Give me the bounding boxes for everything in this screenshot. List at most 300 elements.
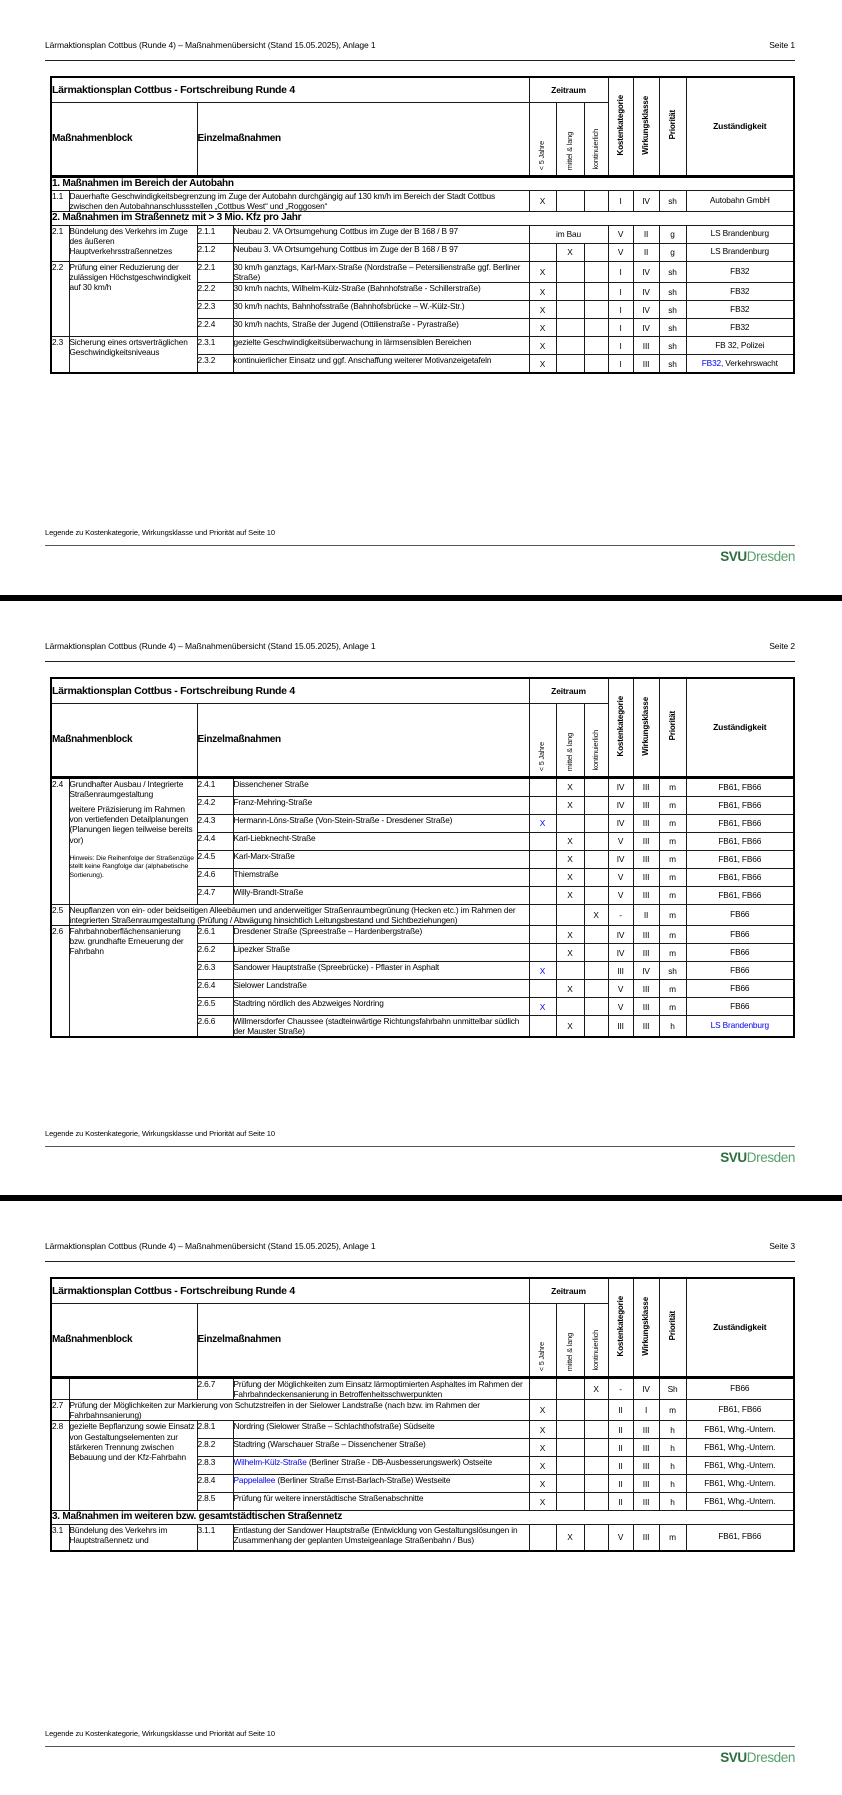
kosten-cell: II	[608, 1475, 633, 1493]
wirkung-cell: II	[633, 905, 659, 926]
table-container	[50, 677, 795, 1038]
kosten-cell: IV	[608, 851, 633, 869]
zeitraum-mark-cell: X	[584, 1378, 608, 1400]
header-rule	[45, 60, 795, 61]
logo-dresden: Dresden	[746, 549, 795, 564]
wirkung-cell: II	[633, 225, 659, 243]
prio-cell: h	[659, 1457, 686, 1475]
measure-text-cell	[69, 905, 529, 926]
wirkung-cell: III	[633, 851, 659, 869]
resp-column-header: Zuständigkeit	[686, 1278, 794, 1378]
block-no-cell: 2.7	[51, 1400, 69, 1421]
kosten-cell: III	[608, 962, 633, 980]
text-run: Entlastung der Sandower Hauptstraße (Entwicklung von Gestaltungslösungen in Zusammenhang der geplanten Umsteigeanlage Straßenbahn / Bus)	[233, 1524, 518, 1545]
zeitraum-mark-cell	[584, 778, 608, 797]
text-run: FB66	[730, 928, 750, 939]
wirkung-cell: III	[633, 1016, 659, 1038]
measure-text-cell	[233, 851, 529, 869]
prio-cell: h	[659, 1016, 686, 1038]
zeitraum-mark-cell	[529, 887, 556, 905]
measure-no-cell: 2.4.6	[197, 869, 233, 887]
rotated-label: kontinuierlich	[590, 730, 600, 771]
block-column-header: Maßnahmenblock	[51, 103, 197, 177]
logo-dresden: Dresden	[746, 1750, 795, 1765]
logo-svu: SVU	[720, 1750, 747, 1765]
block-text-cell	[69, 1524, 197, 1551]
page-1	[0, 0, 842, 595]
zeitraum-mark-cell: X	[529, 998, 556, 1016]
zeitraum-mark-cell	[556, 962, 584, 980]
doc-header-title: Lärmaktionsplan Cottbus (Runde 4) – Maßnahmenübersicht (Stand 15.05.2025), Anlage 1	[45, 641, 376, 651]
resp-cell	[686, 926, 794, 944]
text-run: Neupflanzen von ein- oder beidseitigen Alleebäumen und anderweitiger Straßenraumbegrünung (Hecken etc.) im Rahmen der integrierten Straßenraumgestaltung (Prüfung / Abwägung hinsichtlich Leitungsbestand und Sichtbeziehungen)	[69, 905, 516, 926]
wirkung-cell: III	[633, 926, 659, 944]
zeitraum-mark-cell	[584, 1400, 608, 1421]
wirkung-column-header	[633, 678, 659, 778]
resp-cell	[686, 319, 794, 337]
table-body	[51, 1378, 794, 1551]
text-run: Karl-Liebknecht-Straße	[233, 833, 316, 843]
zeitraum-mark-cell: X	[556, 1016, 584, 1038]
measure-text-cell	[233, 1439, 529, 1457]
rotated-label: mittel & lang	[564, 1332, 574, 1371]
kosten-cell: I	[608, 337, 633, 355]
text-run: FB61, Whg.-Untern.	[704, 1478, 776, 1489]
zeitraum-mark-cell	[584, 869, 608, 887]
page-header	[45, 40, 795, 50]
resp-cell	[686, 1493, 794, 1511]
zeitraum-mark-cell	[584, 1439, 608, 1457]
text-run: Prüfung der Möglichkeiten zum Einsatz lärmoptimierten Asphaltes im Rahmen der Fahrbahndeckensanierung in Betroffenheitsschwerpunkten	[233, 1379, 523, 1400]
measure-text-cell	[233, 869, 529, 887]
measure-text-cell	[233, 1378, 529, 1400]
text-link[interactable]: Wilhelm-Külz-Straße	[233, 1457, 307, 1468]
measure-text-cell	[233, 815, 529, 833]
rotated-label: Priorität	[667, 1311, 677, 1341]
resp-cell	[686, 833, 794, 851]
prio-cell: h	[659, 1493, 686, 1511]
measure-no-cell: 2.6.3	[197, 962, 233, 980]
zeitraum-mark-cell	[584, 1016, 608, 1038]
text-run: FB61, FB66	[718, 781, 762, 792]
table-head	[51, 77, 794, 177]
block-note: Hinweis: Die Reihenfolge der Straßenzüge stellt keine Rangfolge dar (alphabetische Sortierung).	[69, 854, 194, 879]
text-run: FB61, FB66	[718, 1404, 762, 1415]
text-run: Dauerhafte Geschwindigkeitsbegrenzung im Zuge der Autobahn durchgängig auf 130 km/h im Bereich der Stadt Cottbus zwischen den Autobahnanschlussstellen „Cottbus West“ und „Roggosen“	[69, 191, 496, 212]
measure-row	[51, 191, 794, 212]
wirkung-cell: IV	[633, 1378, 659, 1400]
zeitraum-mark-cell	[584, 283, 608, 301]
wirkung-cell: III	[633, 778, 659, 797]
resp-cell	[686, 1475, 794, 1493]
wirkung-cell: III	[633, 1493, 659, 1511]
zeitraum-header: Zeitraum	[529, 77, 608, 103]
zeitraum-mark-cell	[584, 337, 608, 355]
zeitraum-mark-cell	[529, 980, 556, 998]
zeitraum-sub-header	[556, 704, 584, 778]
prio-cell: m	[659, 833, 686, 851]
block-text-cell	[69, 926, 197, 1038]
zeitraum-mark-cell: X	[529, 191, 556, 212]
table-header-row	[51, 77, 794, 103]
text-run: 30 km/h ganztags, Karl-Marx-Straße (Nordstraße – Petersilienstraße ggf. Berliner Straße)	[233, 261, 521, 283]
zeitraum-mark-cell: X	[529, 815, 556, 833]
zeitraum-mark-cell	[584, 301, 608, 319]
kosten-column-header	[608, 678, 633, 778]
svu-dresden-logo	[720, 549, 795, 564]
zeitraum-mark-cell: X	[529, 1457, 556, 1475]
measure-text-cell	[233, 225, 529, 243]
kosten-cell: -	[608, 1378, 633, 1400]
wirkung-cell: IV	[633, 301, 659, 319]
zeitraum-mark-cell: X	[529, 1421, 556, 1439]
zeitraum-mark-cell	[529, 1016, 556, 1038]
zeitraum-mark-cell	[529, 797, 556, 815]
wirkung-cell: III	[633, 1524, 659, 1551]
zeitraum-mark-cell	[529, 243, 556, 261]
logo-dresden: Dresden	[746, 1150, 795, 1165]
page-number: Seite 3	[769, 1241, 795, 1251]
footer-rule	[45, 1746, 795, 1747]
rotated-label: kontinuierlich	[590, 1330, 600, 1371]
measure-no-cell: 2.8.1	[197, 1421, 233, 1439]
measure-text-cell	[233, 283, 529, 301]
measure-no-cell: 2.4.1	[197, 778, 233, 797]
prio-cell: sh	[659, 962, 686, 980]
section-header-row	[51, 212, 794, 225]
zeitraum-mark-cell	[529, 1378, 556, 1400]
zeitraum-sub-header	[529, 1304, 556, 1378]
text-link[interactable]: FB32,	[701, 357, 724, 368]
measure-text-cell	[233, 1421, 529, 1439]
block-text-cell	[69, 1378, 197, 1400]
zeitraum-mark-cell	[556, 1378, 584, 1400]
zeitraum-sub-header	[556, 103, 584, 177]
prio-cell: m	[659, 778, 686, 797]
measure-text-cell	[233, 980, 529, 998]
kosten-cell: II	[608, 1493, 633, 1511]
resp-cell	[686, 815, 794, 833]
text-run: 30 km/h nachts, Straße der Jugend (Ottilienstraße - Pyrastraße)	[233, 319, 459, 330]
legend-note: Legende zu Kostenkategorie, Wirkungsklasse und Priorität auf Seite 10	[45, 1729, 275, 1738]
kosten-cell: IV	[608, 778, 633, 797]
prio-cell: Sh	[659, 1378, 686, 1400]
zeitraum-mark-cell: X	[556, 851, 584, 869]
measure-row	[51, 1524, 794, 1551]
zeitraum-mark-cell	[584, 319, 608, 337]
measure-text-cell	[233, 337, 529, 355]
zeitraum-mark-cell	[529, 869, 556, 887]
block-no-cell: 2.2	[51, 261, 69, 336]
text-run: Autobahn GmbH	[709, 195, 770, 206]
zeitraum-mark-cell: X	[556, 980, 584, 998]
text-run: Thiemstraße	[233, 869, 279, 879]
rotated-label: kontinuierlich	[590, 129, 600, 170]
text-run: FB61, Whg.-Untern.	[704, 1442, 776, 1453]
zeitraum-mark-cell	[584, 887, 608, 905]
text-run: FB61, FB66	[718, 1531, 762, 1542]
wirkung-cell: III	[633, 1439, 659, 1457]
zeitraum-mark-cell	[556, 1439, 584, 1457]
zeitraum-mark-cell: X	[529, 1400, 556, 1421]
zeitraum-mark-cell	[556, 1400, 584, 1421]
prio-cell: sh	[659, 261, 686, 282]
zeitraum-mark-cell: X	[556, 797, 584, 815]
resp-cell	[686, 301, 794, 319]
measure-no-cell: 2.8.3	[197, 1457, 233, 1475]
block-paragraph: gezielte Bepflanzung sowie Einsatz von Gestaltungselementen zur stärkeren Trennung zwischen Bebauung und der Kfz-Fahrbahn	[69, 1421, 195, 1462]
svu-dresden-logo	[720, 1750, 795, 1765]
zeitraum-mark-cell	[556, 319, 584, 337]
kosten-cell: V	[608, 833, 633, 851]
resp-cell	[686, 337, 794, 355]
einzel-column-header: Einzelmaßnahmen	[197, 1304, 529, 1378]
measure-no-cell: 2.8.4	[197, 1475, 233, 1493]
measure-text-cell	[69, 1400, 529, 1421]
measure-no-cell: 2.1.1	[197, 225, 233, 243]
wirkung-cell: IV	[633, 319, 659, 337]
zeitraum-mark-cell	[584, 1524, 608, 1551]
measure-no-cell: 2.2.3	[197, 301, 233, 319]
zeitraum-mark-cell	[529, 833, 556, 851]
block-no-cell: 3.1	[51, 1524, 69, 1551]
zeitraum-mark-cell	[556, 301, 584, 319]
text-run: FB61, Whg.-Untern.	[704, 1460, 776, 1471]
zeitraum-sub-header	[529, 103, 556, 177]
prio-cell: h	[659, 1421, 686, 1439]
measure-text-cell	[233, 301, 529, 319]
zeitraum-header: Zeitraum	[529, 1278, 608, 1304]
zeitraum-mark-cell	[556, 1493, 584, 1511]
resp-cell	[686, 887, 794, 905]
zeitraum-mark-cell	[556, 815, 584, 833]
zeitraum-mark-cell	[584, 980, 608, 998]
measure-text-cell	[233, 833, 529, 851]
measure-text-cell	[233, 926, 529, 944]
text-run: Lipezker Straße	[233, 944, 290, 955]
text-link[interactable]: LS Brandenburg	[710, 1020, 769, 1031]
resp-cell	[686, 261, 794, 282]
measure-text-cell	[233, 998, 529, 1016]
zeitraum-mark-cell	[584, 944, 608, 962]
resp-cell	[686, 1421, 794, 1439]
text-run: Karl-Marx-Straße	[233, 851, 295, 861]
block-text-cell	[69, 1421, 197, 1511]
resp-cell	[686, 778, 794, 797]
resp-cell	[686, 980, 794, 998]
block-no-cell: 2.1	[51, 225, 69, 261]
text-run: Hermann-Löns-Straße (Von-Stein-Straße - Dresdener Straße)	[233, 815, 453, 825]
block-paragraph: Grundhafter Ausbau / Integrierte Straßenraumgestaltung	[69, 779, 184, 800]
zeitraum-sub-header	[584, 103, 608, 177]
kosten-cell: IV	[608, 944, 633, 962]
resp-column-header: Zuständigkeit	[686, 678, 794, 778]
block-no-cell: 2.6	[51, 926, 69, 1038]
measure-no-cell: 2.4.4	[197, 833, 233, 851]
zeitraum-mark-cell	[584, 1475, 608, 1493]
zeitraum-mark-cell	[584, 1457, 608, 1475]
page-2	[0, 601, 842, 1195]
measure-no-cell: 3.1.1	[197, 1524, 233, 1551]
resp-cell	[686, 243, 794, 261]
measure-row	[51, 261, 794, 282]
zeitraum-mark-cell	[584, 926, 608, 944]
text-run: Sielower Landstraße	[233, 980, 307, 991]
text-run: FB61, FB66	[718, 817, 762, 828]
text-run: FB66	[730, 946, 750, 957]
kosten-cell: I	[608, 301, 633, 319]
section-header-row	[51, 1511, 794, 1524]
measure-text-cell	[233, 261, 529, 282]
section-header-row	[51, 177, 794, 191]
block-no-cell: 1.1	[51, 191, 69, 212]
zeitraum-sub-header	[556, 1304, 584, 1378]
text-link[interactable]: Pappelallee	[233, 1475, 276, 1486]
resp-cell	[686, 355, 794, 374]
measure-no-cell: 2.3.2	[197, 355, 233, 374]
rotated-label: Priorität	[667, 711, 677, 741]
block-text-cell	[69, 225, 197, 261]
zeitraum-mark-cell: X	[556, 869, 584, 887]
prio-cell: sh	[659, 283, 686, 301]
text-run: (Berliner Straße - DB-Ausbesserungswerk) Ostseite	[306, 1457, 492, 1468]
doc-header-title: Lärmaktionsplan Cottbus (Runde 4) – Maßnahmenübersicht (Stand 15.05.2025), Anlage 1	[45, 40, 376, 50]
text-run: Verkehrswacht	[723, 357, 778, 368]
block-no-cell: 2.8	[51, 1421, 69, 1511]
prio-cell: sh	[659, 355, 686, 374]
resp-cell	[686, 905, 794, 926]
measure-no-cell: 2.4.2	[197, 797, 233, 815]
table-head	[51, 678, 794, 778]
text-run: LS Brandenburg	[710, 228, 769, 239]
text-run: Franz-Mehring-Straße	[233, 797, 313, 807]
zeitraum-mark-cell	[584, 998, 608, 1016]
logo-svu: SVU	[720, 1150, 747, 1165]
prio-cell: m	[659, 887, 686, 905]
kosten-cell: IV	[608, 926, 633, 944]
zeitraum-mark-cell	[529, 778, 556, 797]
text-run: Sandower Hauptstraße (Spreebrücke) - Pflaster in Asphalt	[233, 962, 440, 973]
rotated-label: < 5 Jahre	[537, 1341, 547, 1371]
page-number: Seite 1	[769, 40, 795, 50]
measure-row	[51, 1400, 794, 1421]
zeitraum-mark-cell	[529, 944, 556, 962]
measure-no-cell: 2.6.5	[197, 998, 233, 1016]
zeitraum-mark-cell	[584, 815, 608, 833]
text-run: Prüfung für weitere innerstädtische Straßenabschnitte	[233, 1493, 424, 1504]
measure-no-cell: 2.6.6	[197, 1016, 233, 1038]
text-run: FB66	[730, 1383, 750, 1394]
text-run: Willmersdorfer Chaussee (stadteinwärtige Richtungsfahrbahn unmittelbar südlich der Mauster Straße)	[233, 1016, 520, 1037]
section-title: 1. Maßnahmen im Bereich der Autobahn	[51, 177, 794, 191]
text-run: FB66	[730, 909, 750, 920]
zeitraum-mark-cell	[584, 243, 608, 261]
rotated-label: < 5 Jahre	[537, 741, 547, 771]
prio-cell: m	[659, 815, 686, 833]
wirkung-column-header	[633, 1278, 659, 1378]
prio-cell: m	[659, 905, 686, 926]
text-run: Nordring (Sielower Straße – Schlachthofstraße) Südseite	[233, 1421, 435, 1432]
kosten-cell: II	[608, 1421, 633, 1439]
text-run: LS Brandenburg	[710, 246, 769, 257]
prio-cell: m	[659, 869, 686, 887]
zeitraum-mark-cell	[556, 1475, 584, 1493]
text-run: FB32	[730, 285, 750, 296]
kosten-cell: III	[608, 1016, 633, 1038]
prio-cell: m	[659, 1400, 686, 1421]
text-run: FB66	[730, 1000, 750, 1011]
header-rule	[45, 661, 795, 662]
measure-no-cell: 2.1.2	[197, 243, 233, 261]
rotated-label: Kostenkategorie	[615, 94, 625, 156]
section-title: 3. Maßnahmen im weiteren bzw. gesamtstädtischen Straßennetz	[51, 1511, 794, 1524]
measure-row	[51, 225, 794, 243]
wirkung-cell: III	[633, 887, 659, 905]
text-run: FB61, FB66	[718, 835, 762, 846]
table-header-row	[51, 1278, 794, 1304]
kosten-column-header	[608, 77, 633, 177]
text-run: FB66	[730, 964, 750, 975]
prio-cell: m	[659, 1524, 686, 1551]
zeitraum-mark-cell: X	[584, 905, 608, 926]
measure-text-cell	[233, 1493, 529, 1511]
measure-no-cell: 2.8.2	[197, 1439, 233, 1457]
prio-cell: m	[659, 944, 686, 962]
table-container	[50, 76, 795, 374]
measure-text-cell	[233, 1016, 529, 1038]
zeitraum-mark-cell	[584, 962, 608, 980]
text-run: FB61, FB66	[718, 889, 762, 900]
prio-cell: m	[659, 797, 686, 815]
block-text-cell	[69, 778, 197, 905]
wirkung-cell: III	[633, 815, 659, 833]
table-title: Lärmaktionsplan Cottbus - Fortschreibung Runde 4	[51, 77, 529, 103]
prio-cell: sh	[659, 337, 686, 355]
zeitraum-mark-cell: X	[556, 778, 584, 797]
zeitraum-mark-cell	[584, 1421, 608, 1439]
prio-cell: h	[659, 1439, 686, 1457]
prio-cell: g	[659, 225, 686, 243]
zeitraum-mark-cell	[556, 261, 584, 282]
table-body	[51, 177, 794, 374]
zeitraum-mark-cell	[584, 797, 608, 815]
kosten-cell: V	[608, 869, 633, 887]
wirkung-cell: I	[633, 1400, 659, 1421]
zeitraum-mark-cell	[556, 283, 584, 301]
zeitraum-mark-cell	[529, 905, 556, 926]
text-run: FB32	[730, 303, 750, 314]
resp-cell	[686, 962, 794, 980]
prio-cell: m	[659, 851, 686, 869]
text-run: Neubau 2. VA Ortsumgehung Cottbus im Zuge der B 168 / B 97	[233, 225, 459, 236]
block-no-cell: 2.5	[51, 905, 69, 926]
wirkung-cell: III	[633, 998, 659, 1016]
measure-no-cell: 2.2.4	[197, 319, 233, 337]
resp-cell	[686, 944, 794, 962]
zeitraum-mark-cell: X	[556, 887, 584, 905]
wirkung-cell: III	[633, 355, 659, 374]
measure-text-cell	[233, 1475, 529, 1493]
measure-row	[51, 905, 794, 926]
resp-cell	[686, 998, 794, 1016]
zeitraum-sub-header	[529, 704, 556, 778]
wirkung-cell: III	[633, 980, 659, 998]
kosten-cell: V	[608, 998, 633, 1016]
zeitraum-mark-cell	[529, 926, 556, 944]
text-run: kontinuierlicher Einsatz und ggf. Anschaffung weiterer Motivanzeigetafeln	[233, 355, 492, 366]
table-container	[50, 1277, 795, 1552]
wirkung-cell: III	[633, 797, 659, 815]
